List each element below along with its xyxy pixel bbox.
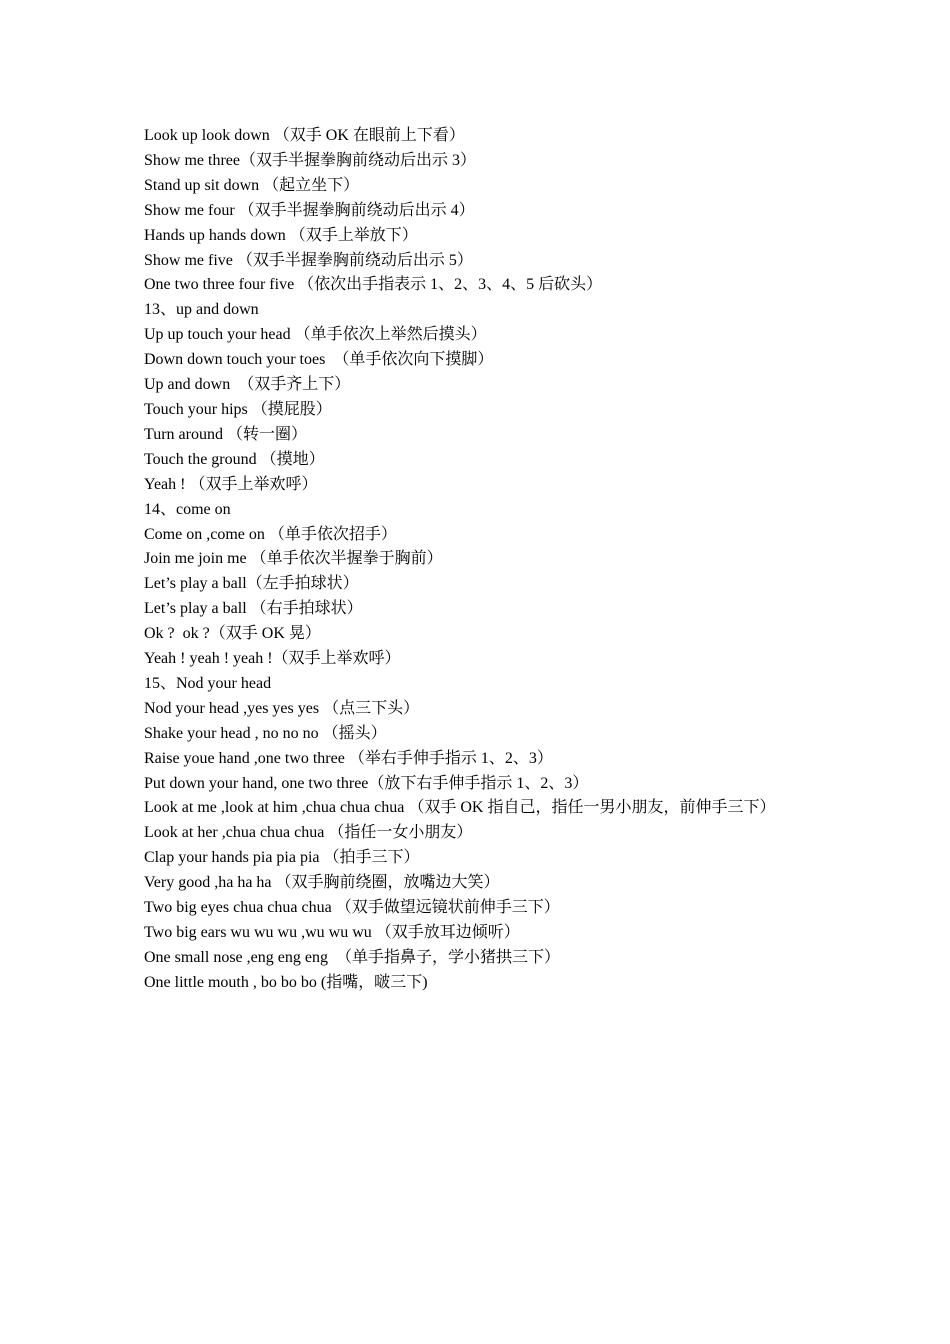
section-heading-14: 14、come on [144,500,231,518]
section-heading-13: 13、up and down [144,301,259,319]
text-line: Stand up sit down （起立坐下） [144,176,360,194]
text-line: Clap your hands pia pia pia （拍手三下） [144,849,420,867]
text-line: One little mouth , bo bo bo (指嘴，啵三下) [144,973,428,991]
text-line: Ok ? ok ?（双手 OK 晃） [144,625,321,643]
text-line: Look at me ,look at him ,chua chua chua （双手 OK 指自己，指任一男小朋友，前伸手三下） [144,799,776,817]
text-line: Join me join me （单手依次半握拳于胸前） [144,550,443,568]
text-line: Come on ,come on （单手依次招手） [144,525,397,543]
document-body [144,124,904,996]
text-line: Shake your head , no no no （摇头） [144,724,387,742]
text-line: Let’s play a ball（左手拍球状） [144,575,359,593]
text-line: Touch the ground （摸地） [144,450,325,468]
text-line: Yeah ! yeah ! yeah !（双手上举欢呼） [144,650,401,668]
text-line: Let’s play a ball （右手拍球状） [144,600,363,618]
text-line: Two big eyes chua chua chua （双手做望远镜状前伸手三下） [144,899,560,917]
text-line: Two big ears wu wu wu ,wu wu wu （双手放耳边倾听） [144,924,520,941]
text-line: Down down touch your toes （单手依次向下摸脚） [144,351,494,369]
text-line: Show me three（双手半握拳胸前绕动后出示 3） [144,151,476,169]
text-line: Very good ,ha ha ha （双手胸前绕圈，放嘴边大笑） [144,874,500,892]
text-line: Turn around （转一圈） [144,425,307,443]
section-heading-15: 15、Nod your head [144,674,272,692]
text-line: Put down your hand, one two three（放下右手伸手指示 1、2、3） [144,774,589,792]
text-line: Look up look down （双手 OK 在眼前上下看） [144,127,465,144]
text-line: Show me five （双手半握拳胸前绕动后出示 5） [144,251,473,269]
text-line: One small nose ,eng eng eng （单手指鼻子，学小猪拱三下） [144,948,560,966]
text-line: Raise youe hand ,one two three （举右手伸手指示 1、2、3） [144,749,553,767]
text-line: Look at her ,chua chua chua （指任一女小朋友） [144,824,473,842]
text-line: Nod your head ,yes yes yes （点三下头） [144,699,420,717]
text-line: Touch your hips （摸屁股） [144,400,332,418]
text-line: One two three four five （依次出手指表示 1、2、3、4、5 后砍头） [144,276,603,294]
text-line: Yeah ! （双手上举欢呼） [144,475,318,493]
text-line: Up up touch your head （单手依次上举然后摸头） [144,326,487,344]
text-line: Up and down （双手齐上下） [144,376,351,394]
text-line: Hands up hands down （双手上举放下） [144,226,418,244]
text-line: Show me four （双手半握拳胸前绕动后出示 4） [144,201,475,219]
